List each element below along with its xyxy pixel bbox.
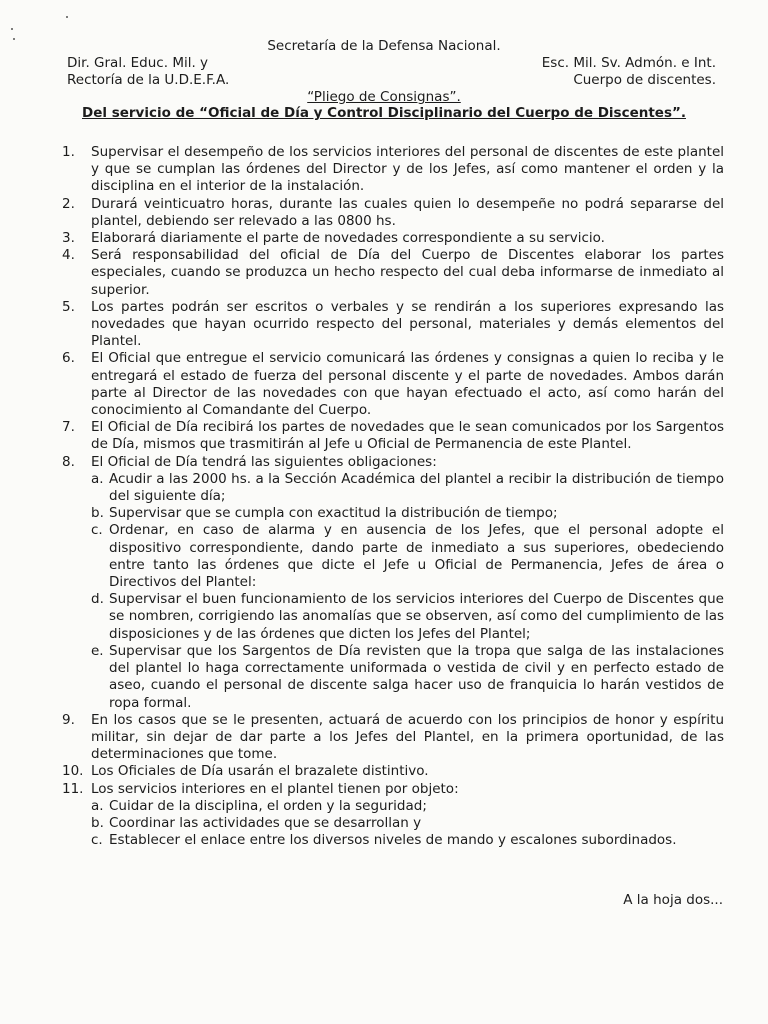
- item-number: 5.: [62, 298, 75, 315]
- list-item: [62, 196, 724, 230]
- list-item: [62, 712, 724, 764]
- header-left-line1: Dir. Gral. Educ. Mil. y: [67, 55, 209, 71]
- continuation-note: A la hoja dos...: [623, 892, 723, 908]
- list-item: [62, 419, 724, 453]
- sub-item: [91, 798, 724, 815]
- item-number: 1.: [62, 144, 75, 160]
- sub-item: [91, 815, 724, 832]
- header-left-line2: Rectoría de la U.D.E.F.A.: [67, 72, 230, 88]
- sub-item-letter: a.: [91, 797, 104, 814]
- sub-item-text: Coordinar las actividades que se desarrollan y: [109, 814, 422, 831]
- list-item: [62, 350, 724, 419]
- document-title: Del servicio de “Oficial de Día y Control Disciplinario del Cuerpo de Discentes”.: [82, 105, 686, 121]
- document-subtitle: “Pliego de Consignas”.: [307, 89, 461, 105]
- sub-item: [91, 505, 724, 522]
- sub-item-letter: c.: [91, 522, 103, 539]
- sub-item-text: Ordenar, en caso de alarma y en ausencia de los Jefes, que el personal adopte el dispositivo correspondiente, dando parte de inmediato a sus superiores, obedeciendo entre tanto las órdenes que dicte el Jefe u Oficial de Permanencia, Jefes de área o Directivos del Plantel:: [109, 522, 724, 591]
- item-text: Durará veinticuatro horas, durante las cuales quien lo desempeñe no podrá separarse del plantel, debiendo ser relevado a las 0800 hs.: [91, 195, 724, 229]
- item-text: Los servicios interiores en el plantel tienen por objeto:: [91, 780, 459, 797]
- item-number: 6.: [62, 350, 75, 367]
- header-right-line1: Esc. Mil. Sv. Admón. e Int.: [541, 55, 716, 71]
- sub-item: [91, 591, 724, 643]
- item-number: 2.: [62, 195, 75, 212]
- list-item: [62, 230, 724, 247]
- sub-item-letter: b.: [91, 505, 104, 522]
- sub-item: [91, 522, 724, 591]
- sub-item-text: Supervisar que los Sargentos de Día revisten que la tropa que salga de las instalaciones del plantel lo haga correctamente uniformada o vestida de civil y en perfecto estado de aseo, cuando el personal de discente salga hacer uso de franquicia lo harán vestidos de ropa formal.: [109, 642, 724, 711]
- list-item: [62, 144, 724, 196]
- item-text: Elaborará diariamente el parte de novedades correspondiente a su servicio.: [91, 230, 605, 247]
- sub-item: [91, 832, 724, 849]
- header-left: [67, 55, 229, 89]
- list-item: [62, 247, 724, 299]
- sub-item: [91, 643, 724, 712]
- scan-speck: [11, 28, 13, 30]
- item-text: Los Oficiales de Día usarán el brazalete distintivo.: [91, 763, 429, 780]
- sub-item-letter: c.: [91, 832, 103, 849]
- list-item: [62, 763, 724, 780]
- header-right-line2: Cuerpo de discentes.: [573, 72, 716, 88]
- item-text: El Oficial que entregue el servicio comunicará las órdenes y consignas a quien lo reciba y le entregará el estado de fuerza del personal discente y el parte de novedades. Ambos darán parte al Director de las novedades con que hayan efectuado el acto, así como harán del conocimiento al Comandante del Cuerpo.: [91, 350, 724, 419]
- sub-item-text: Establecer el enlace entre los diversos niveles de mando y escalones subordinados.: [109, 832, 677, 849]
- sub-item: [91, 471, 724, 505]
- item-number: 7.: [62, 419, 75, 436]
- document-body: [62, 144, 724, 849]
- item-text: Supervisar el desempeño de los servicios interiores del personal de discentes de este plantel y que se cumplan las órdenes del Director y de los Jefes, así como mantener el orden y la disciplina en el interior de la instalación.: [91, 144, 724, 195]
- sub-item-letter: a.: [91, 470, 104, 487]
- item-number: 10.: [62, 763, 84, 780]
- item-number: 8.: [62, 453, 75, 470]
- ministry-heading: Secretaría de la Defensa Nacional.: [267, 38, 501, 54]
- sub-item-text: Cuidar de la disciplina, el orden y la seguridad;: [109, 797, 427, 814]
- scan-speck: [66, 16, 68, 18]
- item-body: [91, 781, 724, 850]
- item-text: Será responsabilidad del oficial de Día del Cuerpo de Discentes elaborar los partes especiales, cuando se produzca un hecho respecto del cual deba informarse de inmediato al superior.: [91, 247, 724, 298]
- item-text: En los casos que se le presenten, actuará de acuerdo con los principios de honor y espíritu militar, sin dejar de dar parte a los Jefes del Plantel, en la primera oportunidad, de las determinaciones que tome.: [91, 711, 724, 763]
- sub-item-letter: e.: [91, 642, 104, 659]
- item-number: 11.: [62, 780, 84, 797]
- item-text: El Oficial de Día tendrá las siguientes obligaciones:: [91, 453, 437, 470]
- sub-item-text: Acudir a las 2000 hs. a la Sección Académica del plantel a recibir la distribución de tiempo del siguiente día;: [109, 470, 724, 505]
- item-text: Los partes podrán ser escritos o verbales y se rendirán a los superiores expresando las novedades que hayan ocurrido respecto del personal, materiales y demás elementos del Plantel.: [91, 298, 724, 350]
- item-number: 9.: [62, 711, 75, 728]
- sub-item-letter: d.: [91, 591, 104, 608]
- item-number: 3.: [62, 230, 75, 247]
- list-item: [62, 299, 724, 351]
- list-item: [62, 781, 724, 850]
- sub-item-text: Supervisar el buen funcionamiento de los servicios interiores del Cuerpo de Discentes que se nombren, corrigiendo las anomalías que se observen, así como del cumplimiento de las disposiciones y de las órdenes que dicten los Jefes del Plantel;: [109, 591, 724, 642]
- item-text: El Oficial de Día recibirá los partes de novedades que le sean comunicados por los Sargentos de Día, mismos que trasmitirán al Jefe u Oficial de Permanencia de este Plantel.: [91, 419, 724, 453]
- list-item: [62, 454, 724, 712]
- sub-item-letter: b.: [91, 814, 104, 831]
- item-number: 4.: [62, 247, 75, 264]
- sub-item-text: Supervisar que se cumpla con exactitud la distribución de tiempo;: [109, 505, 558, 522]
- item-body: [91, 454, 724, 712]
- header-right: [542, 55, 716, 89]
